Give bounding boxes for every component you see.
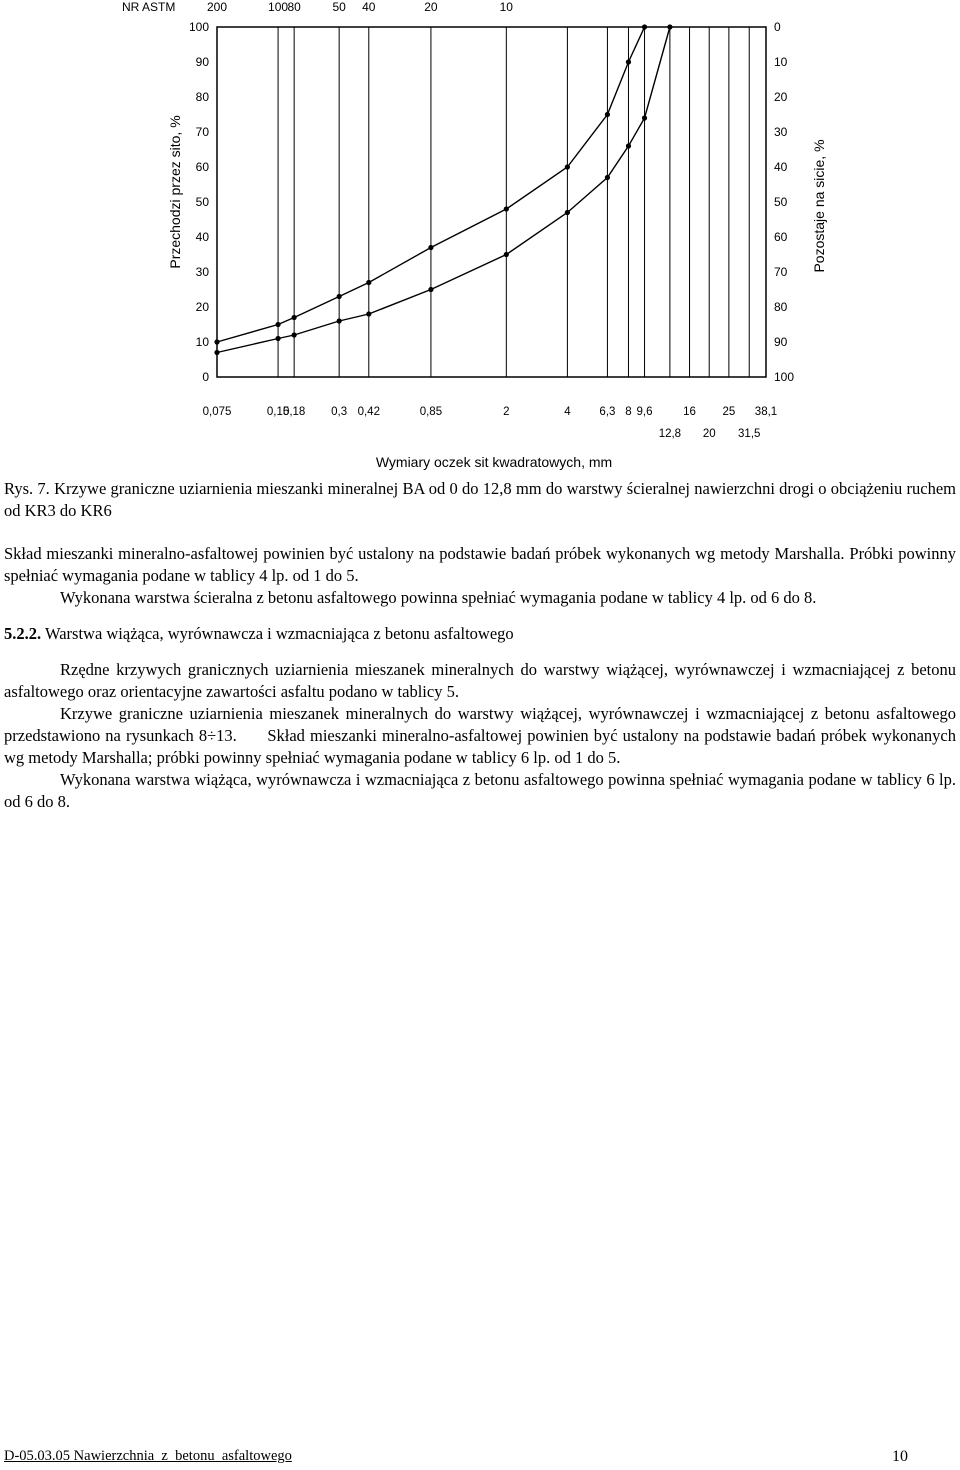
x-axis-title: Wymiary oczek sit kwadratowych, mm [375,454,613,470]
grading-curve-point [504,206,509,211]
section-heading [4,623,956,645]
page-footer [4,1448,956,1465]
y-tick-label-right: 60 [774,230,788,244]
figure-caption [4,478,956,522]
y-tick-label-right: 20 [774,90,788,104]
y-axis-title-left: Przechodzi przez sito, % [167,115,183,269]
section-number: 5.2.2. [4,624,42,643]
astm-number-label: 10 [499,0,513,14]
grading-curve-point [292,315,297,320]
y-tick-label-right: 30 [774,125,788,139]
astm-number-label: 20 [424,0,438,14]
paragraph-wearing-course: Wykonana warstwa ścieralna z betonu asfaltowego powinna spełniać wymagania podane w tablicy 4 lp. od 6 do 8. [60,588,817,607]
x-tick-label: 0,42 [357,406,380,418]
y-ticks-right [774,20,794,384]
grading-curve-point [428,287,433,292]
x-tick-label: 12,8 [658,428,682,440]
y-tick-label-right: 0 [774,20,781,34]
x-tick-label: 16 [683,406,696,418]
y-tick-label-left: 20 [195,300,209,314]
paragraph-binder-course: Wykonana warstwa wiążąca, wyrównawcza i wzmacniająca z betonu asfaltowego powinna spełniać wymagania podane w tablicy 6 lp. od 6 do 8. [4,770,956,811]
document-body [4,543,960,813]
paragraph-grading-ordinates: Rzędne krzywych granicznych uziarnienia mieszanek mineralnych do warstwy wiążącej, wyrównawczej i wzmacniającej z betonu asfaltowego oraz orientacyjne zawartości asfaltu podano w tablicy 5. [4,660,956,701]
paragraph-composition: Skład mieszanki mineralno-asfaltowej powinien być ustalony na podstawie badań próbek wykonanych wg metody Marshalla. Próbki powinny spełniać wymagania podane w tablicy 4 lp. od 1 do 5. [4,544,956,585]
grading-curve-point [275,336,280,341]
y-tick-label-left: 70 [195,125,209,139]
grading-curve-point [605,175,610,180]
astm-number-label: 200 [206,0,228,14]
y-tick-label-left: 0 [202,370,209,384]
grading-curve-point [366,311,371,316]
astm-sieve-numbers [207,0,513,14]
y-tick-label-right: 50 [774,195,788,209]
y-tick-label-right: 10 [774,55,788,69]
grading-curve-point [428,245,433,250]
x-tick-label: 25 [722,406,736,418]
astm-header-label: NR ASTM [122,0,176,14]
grading-curves [214,24,672,355]
plot-frame [217,27,766,377]
x-tick-label: 20 [702,428,716,440]
caption-prefix: Rys. 7. [4,479,55,498]
grading-curve-point [275,322,280,327]
page-number: 10 [892,1448,908,1465]
astm-number-label: 50 [332,0,346,14]
y-ticks-left [189,20,209,384]
y-tick-label-left: 10 [195,335,209,349]
y-tick-label-left: 100 [188,20,209,34]
grading-curve-line [217,27,670,353]
grading-chart [0,0,960,480]
y-tick-label-left: 80 [195,90,209,104]
x-tick-labels [203,406,778,440]
x-tick-label: 9,6 [636,406,653,418]
grading-curve-point [565,210,570,215]
grading-curve-point [214,339,219,344]
grading-curve-point [626,59,631,64]
grading-curve-point [642,24,647,29]
x-tick-label: 6,3 [599,406,616,418]
x-tick-label: 38,1 [754,406,778,418]
y-tick-label-left: 40 [195,230,209,244]
grading-curve-point [366,280,371,285]
footer-document-title: D-05.03.05 Nawierzchnia z betonu asfaltowego [4,1448,292,1464]
y-tick-label-right: 70 [774,265,788,279]
grading-curve-point [605,112,610,117]
x-tick-label: 0,18 [282,406,306,418]
section-title: Warstwa wiążąca, wyrównawcza i wzmacniająca z betonu asfaltowego [41,624,514,643]
y-tick-label-left: 30 [195,265,209,279]
astm-number-label: 80 [287,0,301,14]
y-axis-title-right: Pozostaje na sicie, % [811,139,827,273]
astm-number-label: 100 [268,0,289,14]
x-tick-label: 0,075 [202,406,232,418]
y-tick-label-right: 80 [774,300,788,314]
grading-curve-point [337,318,342,323]
paragraph-grading-curves: Krzywe graniczne uziarnienia mieszanek mineralnych do warstwy wiążącej, wyrównawczej i wzmacniającej z betonu asfaltowego przedstawiono na rysunkach 8÷13. Skład mieszanki mineralno-asfaltowej powinien być ustalony na podstawie badań próbek wykonanych wg metody Marshalla; próbki powinny spełniać wymagania podane w tablicy 6 lp. od 1 do 5. [4,704,960,767]
x-tick-label: 0,3 [331,406,348,418]
grading-curve-point [337,294,342,299]
y-tick-label-left: 90 [195,55,209,69]
grading-curve-point [667,24,672,29]
grading-curve-point [214,350,219,355]
x-tick-label: 4 [564,406,571,418]
y-tick-label-right: 90 [774,335,788,349]
y-tick-label-right: 100 [774,370,795,384]
grading-curve-point [504,252,509,257]
grading-curve-point [292,332,297,337]
y-tick-label-left: 60 [195,160,209,174]
grading-curve-point [565,164,570,169]
grading-curve-point [626,143,631,148]
grading-curve-point [642,115,647,120]
caption-text: Krzywe graniczne uziarnienia mieszanki mineralnej BA od 0 do 12,8 mm do warstwy ścieralnej nawierzchni drogi o obciążeniu ruchem od KR3 do KR6 [4,479,956,520]
y-tick-label-right: 40 [774,160,788,174]
x-tick-label: 8 [625,406,632,418]
x-tick-label: 0,15 [266,406,290,418]
x-tick-label: 0,85 [419,406,443,418]
chart-grid [217,27,766,377]
x-tick-label: 2 [503,406,510,418]
x-tick-label: 31,5 [738,428,761,440]
y-tick-label-left: 50 [195,195,209,209]
astm-number-label: 40 [362,0,376,14]
